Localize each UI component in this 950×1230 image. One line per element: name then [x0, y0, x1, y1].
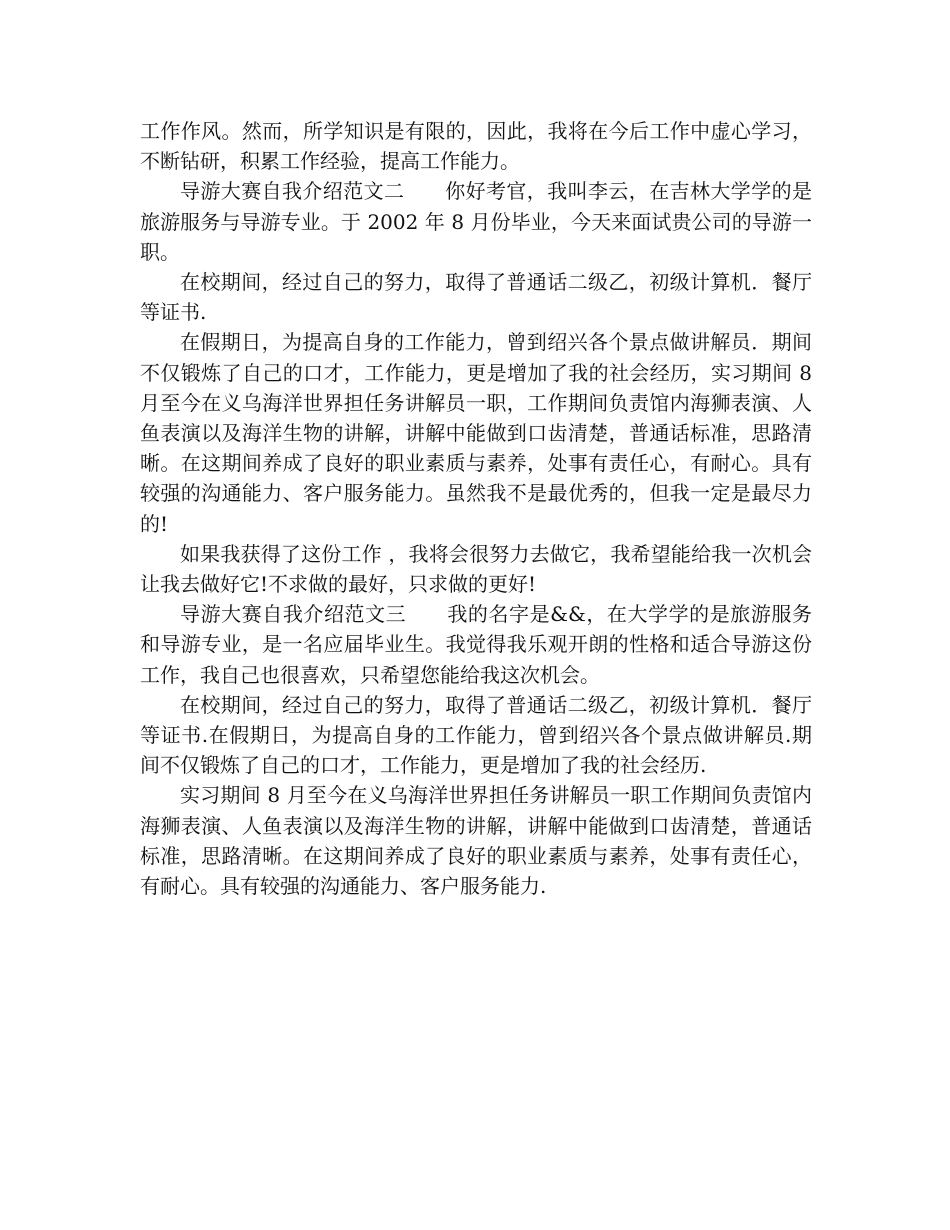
paragraph-school-certificates: 在校期间，经过自己的努力，取得了普通话二级乙，初级计算机．餐厅等证书. — [140, 270, 812, 325]
paragraph-continuation: 工作作风。然而，所学知识是有限的，因此，我将在今后工作中虚心学习，不断钻研，积累工作经验，提高工作能力。 — [140, 119, 812, 174]
paragraph-internship: 实习期间 8 月至今在义乌海洋世界担任务讲解员一职工作期间负责馆内海狮表演、人鱼表演以及海洋生物的讲解，讲解中能做到口齿清楚，普通话标准，思路清晰。在这期间养成了良好的职业素质与素养，处事有责任心，有耐心。具有较强的沟通能力、客户服务能力. — [140, 783, 812, 899]
paragraph-work-experience: 在假期日，为提高自身的工作能力，曾到绍兴各个景点做讲解员．期间不仅锻炼了自己的口才，工作能力，更是增加了我的社会经历，实习期间 8 月至今在义乌海洋世界担任务讲解员一职，工作期间负责馆内海狮表演、人鱼表演以及海洋生物的讲解，讲解中能做到口齿清楚，普通话标准，思路清晰。在这期间养成了良好的职业素质与素养，处事有责任心，有耐心。具有较强的沟通能力、客户服务能力。虽然我不是最优秀的，但我一定是最尽力的! — [140, 330, 819, 536]
paragraph-sample-three-intro: 导游大赛自我介绍范文三 我的名字是&&，在大学学的是旅游服务和导游专业，是一名应届毕业生。我觉得我乐观开朗的性格和适合导游这份工作，我自己也很喜欢，只希望您能给我这次机会。 — [140, 602, 812, 687]
paragraph-school-holiday: 在校期间，经过自己的努力，取得了普通话二级乙，初级计算机．餐厅等证书.在假期日，为提高自身的工作能力，曾到绍兴各个景点做讲解员.期间不仅锻炼了自己的口才，工作能力，更是增加了我的社会经历. — [140, 692, 812, 778]
paragraph-sample-two-intro: 导游大赛自我介绍范文二 你好考官，我叫李云，在吉林大学学的是旅游服务与导游专业。于 2002 年 8 月份毕业，今天来面试贵公司的导游一职。 — [140, 179, 812, 264]
document-body — [140, 116, 819, 901]
paragraph-closing-wish: 如果我获得了这份工作 ，我将会很努力去做它，我希望能给我一次机会让我去做好它!不求做的最好，只求做的更好! — [140, 541, 812, 597]
